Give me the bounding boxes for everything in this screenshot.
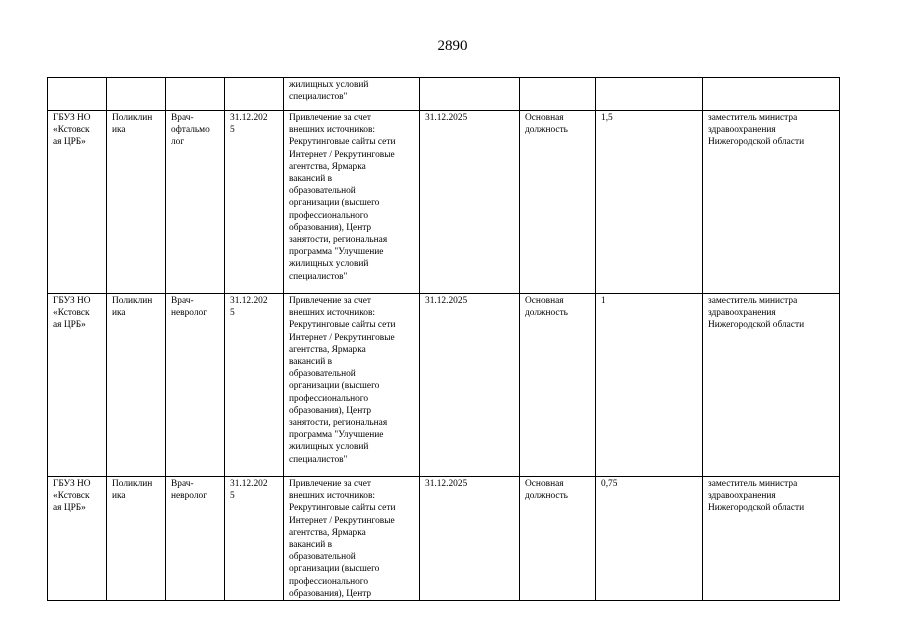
recruitment-measures-cell: Привлечение за счет внешних источников: Рекрутинговые сайты сети Интернет / Рекрутинговые агентства, Ярмарка вакансий в образовательной организации (высшего профессионального образования), Центр — [284, 477, 420, 601]
table-row — [48, 477, 840, 601]
completion-date-cell: 31.12.2025 — [420, 294, 520, 477]
recruitment-measures-cell: Привлечение за счет внешних источников: Рекрутинговые сайты сети Интернет / Рекрутинговые агентства, Ярмарка вакансий в образовательной организации (высшего профессионального образования), Центр занятости, региональная программа "Улучшение жилищных условий специалистов" — [284, 294, 420, 477]
department-cell: Поликлин ика — [107, 294, 166, 477]
staffing-table — [47, 77, 840, 601]
position-cell: Врач- невролог — [166, 477, 225, 601]
staff-rate-cell: 0,75 — [596, 477, 703, 601]
table-row — [48, 294, 840, 477]
department-cell: Поликлин ика — [107, 477, 166, 601]
deadline-cell: 31.12.202 5 — [225, 294, 284, 477]
staff-rate-cell: 1,5 — [596, 111, 703, 294]
recruitment-measures-cell: Привлечение за счет внешних источников: Рекрутинговые сайты сети Интернет / Рекрутинговые агентства, Ярмарка вакансий в образовательной организации (высшего профессионального образования), Центр занятости, региональная программа "Улучшение жилищных условий специалистов" — [284, 111, 420, 294]
responsible-person-cell: заместитель министра здравоохранения Нижегородской области — [703, 477, 840, 601]
deadline-cell: 31.12.202 5 — [225, 477, 284, 601]
table-row — [48, 78, 840, 111]
position-type-cell: Основная должность — [520, 477, 596, 601]
table-row — [48, 111, 840, 294]
responsible-person-cell — [703, 78, 840, 111]
staff-rate-cell — [596, 78, 703, 111]
completion-date-cell: 31.12.2025 — [420, 111, 520, 294]
organization-cell: ГБУЗ НО «Кстовск ая ЦРБ» — [48, 111, 107, 294]
deadline-cell: 31.12.202 5 — [225, 111, 284, 294]
recruitment-measures-cell: жилищных условий специалистов" — [284, 78, 420, 111]
page-number: 2890 — [437, 38, 468, 54]
department-cell — [107, 78, 166, 111]
organization-cell: ГБУЗ НО «Кстовск ая ЦРБ» — [48, 294, 107, 477]
deadline-cell — [225, 78, 284, 111]
table-body — [48, 78, 840, 601]
position-type-cell: Основная должность — [520, 294, 596, 477]
responsible-person-cell: заместитель министра здравоохранения Нижегородской области — [703, 111, 840, 294]
position-cell: Врач- офтальмо лог — [166, 111, 225, 294]
position-type-cell — [520, 78, 596, 111]
position-type-cell: Основная должность — [520, 111, 596, 294]
position-cell — [166, 78, 225, 111]
staff-rate-cell: 1 — [596, 294, 703, 477]
completion-date-cell — [420, 78, 520, 111]
organization-cell: ГБУЗ НО «Кстовск ая ЦРБ» — [48, 477, 107, 601]
completion-date-cell: 31.12.2025 — [420, 477, 520, 601]
organization-cell — [48, 78, 107, 111]
department-cell: Поликлин ика — [107, 111, 166, 294]
position-cell: Врач- невролог — [166, 294, 225, 477]
responsible-person-cell: заместитель министра здравоохранения Нижегородской области — [703, 294, 840, 477]
